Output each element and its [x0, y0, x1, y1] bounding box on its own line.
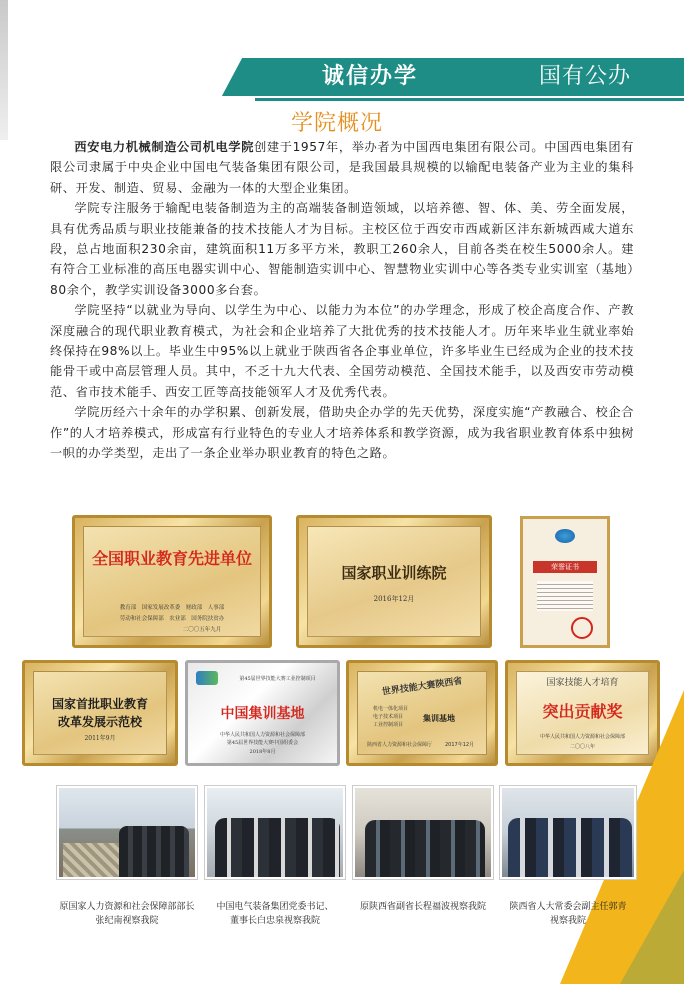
plaque-1-issuers: 教育部 国家发展改革委 财政部 人事部 [119, 605, 225, 611]
plaque-national-training-institute [296, 515, 492, 648]
plaque-4-date: 2011年9月 [84, 735, 116, 742]
plaque-shaanxi-training-base [346, 660, 498, 766]
caption-2-line2: 董事长白忠泉视察我院 [229, 916, 320, 926]
caption-photo-4 [493, 900, 643, 928]
plaque-5-date: 2018年8月 [249, 749, 276, 755]
certificate-title: 荣誉证书 [533, 561, 597, 573]
caption-1-line2: 张纪南视察我院 [95, 916, 159, 926]
paragraph-4: 学院历经六十余年的办学积累、创新发展，借助央企办学的先天优势，深度实施“产教融合、校企合作”的人才培养模式，形成富有行业特色的专业人才培养体系和教学资源，成为我省职业教育体系中独树一帜的办学类型，走出了一条企业举办职业教育的特色之路。 [50, 405, 634, 461]
plaque-china-training-base [185, 660, 340, 766]
section-title: 学院概况 [290, 111, 383, 136]
photo-1-people [119, 826, 189, 879]
plaque-2-title: 国家职业训练院 [341, 564, 447, 582]
intro-text [50, 137, 634, 464]
caption-4-line2: 视察我院 [549, 916, 586, 926]
header-right-label: 国有公办 [538, 64, 631, 89]
paragraph-1-text: 创建于1957年，举办者为中国西电集团有限公司。中国西电集团有限公司隶属于中央企业中国电气装备集团有限公司，是我国最具规模的以输配电装备产业为主业的集科研、开发、制造、贸易、金融为一体的大型企业集团。 [50, 140, 634, 195]
paragraph-1 [50, 137, 634, 198]
certificate-seal-icon [571, 617, 593, 639]
visit-photo-4 [500, 786, 636, 879]
plaque-4-title-line2: 改革发展示范校 [57, 715, 142, 729]
photo-3-people [365, 820, 485, 879]
header-underline [255, 98, 684, 101]
plaque-7-top: 国家技能人才培育 [546, 678, 619, 688]
certificate-logo-icon [555, 529, 575, 543]
plaque-6-subitems [373, 705, 408, 729]
visit-photo-1 [57, 786, 197, 879]
certificate-text-lines [537, 581, 593, 611]
plaque-6-date: 2017年12月 [445, 742, 475, 748]
visit-photo-2 [205, 786, 345, 879]
left-stripe-decoration [0, 0, 8, 140]
plaque-6-main: 集训基地 [423, 714, 455, 723]
plaque-6-sub-1: 机电一体化项目 [373, 706, 409, 712]
header-left-label: 诚信办学 [321, 64, 418, 89]
plaque-2-date: 2016年12月 [373, 595, 415, 603]
plaque-5-header: 第45届世界技能大赛工业控制项目 [239, 676, 316, 682]
caption-2-line1: 中国电气装备集团党委书记、 [216, 902, 334, 912]
honor-certificate [520, 516, 610, 648]
plaque-6-arc-title: 世界技能大赛陕西省 [381, 676, 464, 698]
plaque-7-title: 突出贡献奖 [542, 702, 623, 721]
caption-1-line1: 原国家人力资源和社会保障部部长 [59, 902, 195, 912]
photo-1-model [63, 843, 119, 877]
caption-photo-2 [200, 900, 350, 928]
plaque-1-issuers-2: 劳动和社会保障部 农业部 国务院扶贫办 [119, 616, 225, 622]
caption-4-line1: 陕西省人大常委会副主任郭青 [509, 902, 627, 912]
worldskills-logo-icon [196, 671, 218, 685]
photo-2-people [215, 818, 340, 879]
caption-3-line1: 原陕西省副省长程福波视察我院 [359, 902, 486, 912]
plaque-national-advanced-unit [72, 515, 272, 648]
plaque-6-footer: 陕西省人力资源和社会保障厅 [367, 742, 433, 748]
plaque-6-sub-2: 电子技术项目 [373, 714, 404, 720]
photo-4-people [508, 818, 632, 879]
plaque-1-date: 二〇〇五年九月 [182, 627, 222, 633]
plaque-4-title-line1: 国家首批职业教育 [51, 697, 148, 711]
college-name: 西安电力机械制造公司机电学院 [74, 140, 255, 154]
plaque-6-sub-3: 工业控制项目 [373, 722, 404, 728]
paragraph-3: 学院坚持“以就业为导向、以学生为中心、以能力为本位”的办学理念，形成了校企高度合作、产教深度融合的现代职业教育模式，为社会和企业培养了大批优秀的技术技能人才。历年来毕业生就业率始终保持在98%以上。毕业生中95%以上就业于陕西省各企事业单位，许多毕业生已经成为企业的技术技能骨干或中高层管理人员。其中，不乏十九大代表、全国劳动模范、全国技术能手，以及西安市劳动模范、省市技术能手、西安工匠等高技能领军人才及优秀代表。 [50, 303, 634, 399]
caption-photo-3 [348, 900, 498, 914]
caption-photo-1 [52, 900, 202, 928]
plaque-7-footer: 中华人民共和国人力资源和社会保障部 [539, 734, 625, 740]
plaque-1-title: 全国职业教育先进单位 [91, 549, 252, 568]
plaque-first-batch-demo-school [22, 660, 178, 766]
plaque-5-title: 中国集训基地 [220, 706, 305, 722]
plaque-5-footer-2: 第45届世界技能大赛中国组委会 [226, 740, 299, 746]
plaque-5-footer-1: 中华人民共和国人力资源和社会保障部 [219, 732, 305, 738]
visit-photo-3 [353, 786, 493, 879]
plaque-7-date: 二〇〇八年 [569, 744, 595, 750]
paragraph-2: 学院专注服务于输配电装备制造为主的高端装备制造领域，以培养德、智、体、美、劳全面发展，具有优秀品质与职业技能兼备的技术技能人才为目标。主校区位于西安市西咸新区沣东新城西咸大道东段，总占地面积230余亩，建筑面积11万多平方米，教职工260余人，目前各类在校生5000余人。建有符合工业标准的高压电器实训中心、智能制造实训中心、智慧物业实训中心等各类专业实训室（基地）80余个，教学实训设备3000多台套。 [50, 201, 634, 297]
